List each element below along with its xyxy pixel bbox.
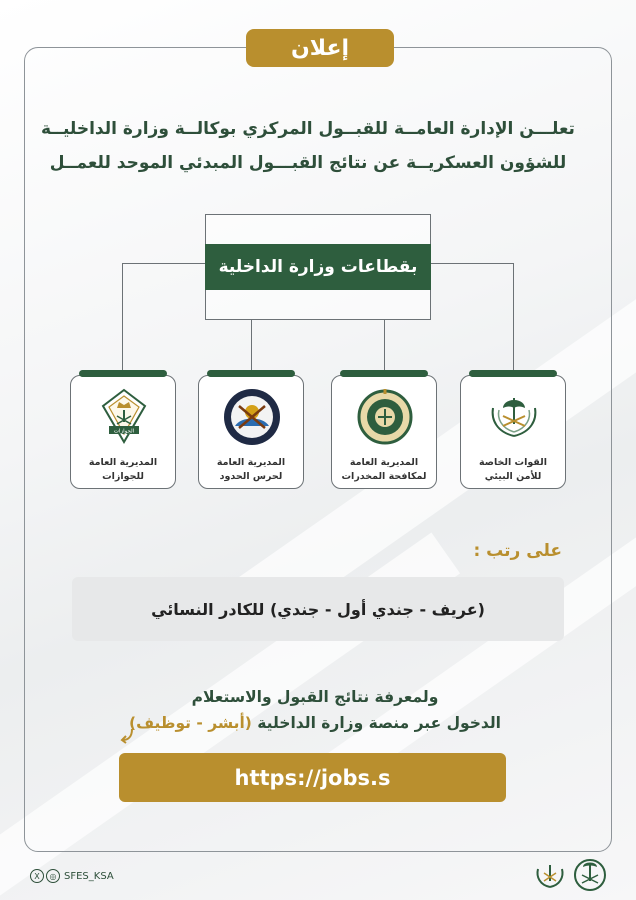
connector-line xyxy=(251,319,252,375)
connector-line xyxy=(430,263,514,264)
environmental-security-emblem-icon xyxy=(483,386,545,448)
curved-arrow-icon xyxy=(120,727,136,745)
card-name xyxy=(201,456,301,484)
sectors-label: بقطاعات وزارة الداخلية xyxy=(205,244,431,290)
passports-emblem-icon xyxy=(93,386,155,448)
card-name-line-1: القوات الخاصة xyxy=(479,457,547,468)
info-line-2-prefix: الدخول عبر منصة وزارة الداخلية xyxy=(251,714,501,732)
card-name-line-2: لحرس الحدود xyxy=(219,471,283,482)
intro-line-1: تعلـــن الإدارة العامــة للقبــول المركزي بوكالــة وزارة الداخليــة xyxy=(41,119,575,139)
ministry-of-interior-emblem-icon xyxy=(572,857,608,893)
page-title: إعلان xyxy=(246,29,394,67)
connector-line xyxy=(122,263,123,375)
card-name xyxy=(463,456,563,484)
narcotics-control-emblem-icon xyxy=(354,386,416,448)
card-cap xyxy=(340,370,428,377)
sector-card-border-guard xyxy=(198,375,304,489)
x-logo-icon[interactable]: X xyxy=(30,869,44,883)
info-line-1: ولمعرفة نتائج القبول والاستعلام xyxy=(191,688,439,706)
social-handle-text: SFES_KSA xyxy=(64,870,114,882)
border-guard-emblem-icon xyxy=(221,386,283,448)
sector-card-environmental-security xyxy=(460,375,566,489)
card-name-line-1: المديرية العامة xyxy=(216,457,286,468)
info-text xyxy=(60,684,570,736)
jobs-link-button[interactable]: https://jobs.s xyxy=(119,753,506,802)
intro-line-2: للشؤون العسكريــة عن نتائج القبـــول المبدئي الموحد للعمــل xyxy=(49,153,567,173)
card-name-line-1: المديرية العامة xyxy=(349,457,419,468)
passports-logo-text: الجوازات xyxy=(113,428,135,435)
card-name-line-1: المديرية العامة xyxy=(88,457,158,468)
ranks-box: (عريف - جندي أول - جندي) للكادر النسائي xyxy=(72,577,564,641)
sector-card-narcotics-control xyxy=(331,375,437,489)
card-name xyxy=(73,456,173,484)
card-name-line-2: للجوازات xyxy=(102,471,144,482)
card-name-line-2: لمكافحة المخدرات xyxy=(341,471,427,482)
security-forces-emblem-icon xyxy=(532,857,568,893)
card-name xyxy=(334,456,434,484)
social-handle[interactable] xyxy=(30,868,114,884)
info-line-2-highlight: (أبشر - توظيف) xyxy=(128,714,252,732)
card-cap xyxy=(207,370,295,377)
connector-line xyxy=(122,263,206,264)
connector-line xyxy=(513,263,514,375)
connector-line xyxy=(384,319,385,375)
ranks-label: على رتب : xyxy=(473,541,562,561)
sector-card-passports xyxy=(70,375,176,489)
info-line-2 xyxy=(60,710,570,736)
intro-text xyxy=(40,112,576,180)
card-cap xyxy=(469,370,557,377)
instagram-icon[interactable]: ◎ xyxy=(46,869,60,883)
card-cap xyxy=(79,370,167,377)
card-name-line-2: للأمن البيئي xyxy=(484,471,542,482)
